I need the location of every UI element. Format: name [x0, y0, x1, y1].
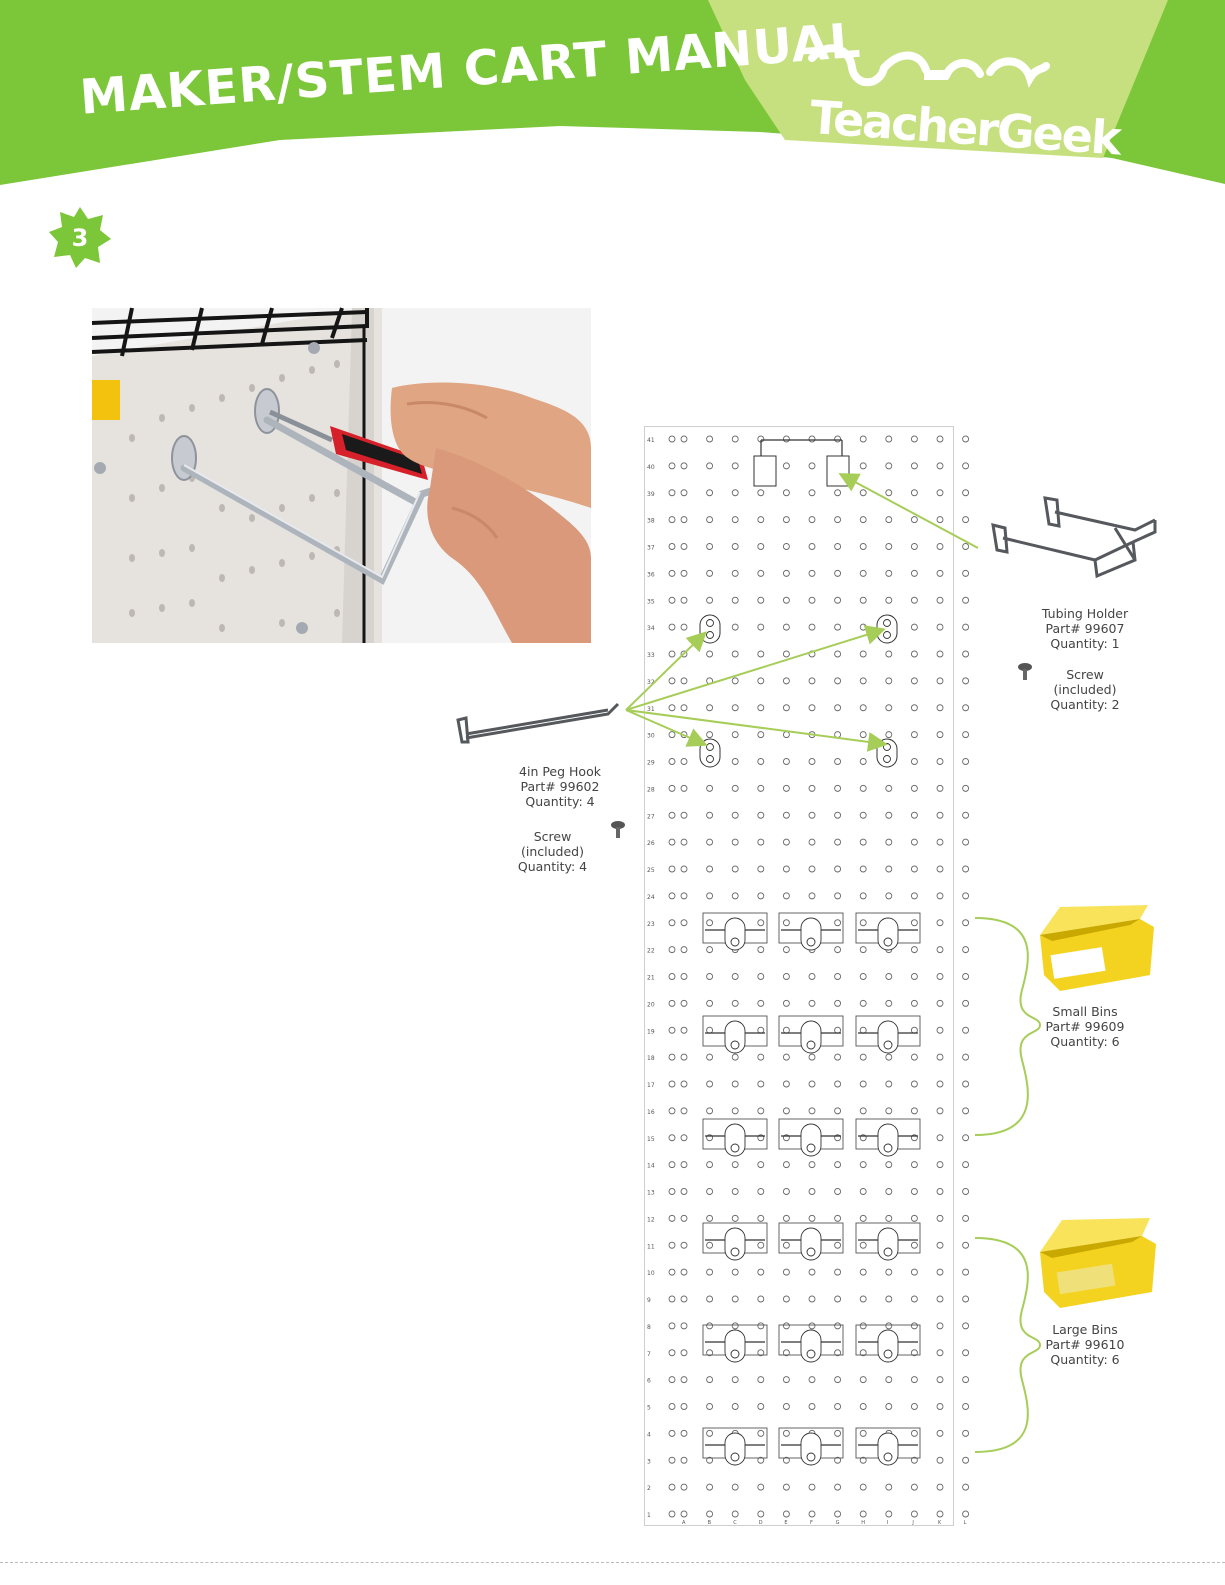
row-number-label: 8 — [647, 1323, 651, 1331]
peg-hole — [963, 1135, 969, 1141]
peg-hook-callout — [500, 764, 620, 809]
bin-clip — [878, 1433, 898, 1465]
row-number-label: 35 — [647, 598, 655, 606]
peg-screw-callout — [505, 829, 600, 874]
peg-hole — [963, 544, 969, 550]
row-number-label: 4 — [647, 1431, 651, 1439]
peg-hole — [963, 1269, 969, 1275]
peg-hole — [963, 705, 969, 711]
peg-hole — [963, 812, 969, 818]
column-letter-label: F — [810, 1520, 813, 1526]
peg-hole — [963, 1242, 969, 1248]
column-letter-label: J — [912, 1520, 914, 1526]
installation-photo — [92, 308, 591, 643]
tubing-holder-quantity: Quantity: 1 — [1050, 636, 1120, 651]
column-letter-label: E — [784, 1520, 788, 1526]
bin-clip — [801, 1330, 821, 1362]
peg-hole — [963, 1000, 969, 1006]
tubing-screw-name: Screw — [1066, 667, 1104, 682]
peg-hole — [963, 1296, 969, 1302]
peg-hole — [963, 1108, 969, 1114]
row-number-label: 1 — [647, 1512, 651, 1519]
row-number-label: 2 — [647, 1485, 651, 1493]
row-number-label: 11 — [647, 1243, 655, 1251]
curly-brace-icon — [975, 918, 1040, 1452]
peg-hook-icon — [448, 700, 628, 750]
row-number-label: 25 — [647, 867, 655, 874]
peg-hole — [963, 1484, 969, 1490]
bin-clip — [878, 918, 898, 950]
bin-clip — [725, 1021, 745, 1053]
bin-clip — [878, 1124, 898, 1156]
bin-clip — [801, 918, 821, 950]
peg-hole — [963, 1189, 969, 1195]
row-number-label: 38 — [647, 517, 655, 525]
row-number-label: 9 — [647, 1297, 651, 1304]
row-number-label: 13 — [647, 1189, 655, 1197]
tubing-holder-part: Part# 99607 — [1045, 621, 1125, 636]
tubing-holder-icon — [985, 490, 1160, 580]
logo-wordmark: TeacherGeek — [808, 90, 1122, 166]
peg-hole — [963, 1162, 969, 1168]
column-letter-label: C — [733, 1520, 737, 1526]
screwdriver-photo-icon — [92, 308, 591, 643]
row-number-label: 40 — [647, 463, 655, 471]
screw-icon — [1016, 662, 1034, 682]
row-number-label: 3 — [647, 1458, 651, 1466]
row-number-label: 23 — [647, 920, 655, 928]
peg-hole — [963, 1215, 969, 1221]
peg-hole — [963, 974, 969, 980]
row-number-label: 24 — [647, 893, 655, 901]
logo-bridge-icon — [924, 70, 948, 80]
bin-clip — [801, 1021, 821, 1053]
peg-screw-quantity: Quantity: 4 — [517, 859, 588, 874]
peg-screw-name: Screw — [533, 829, 572, 844]
peg-hole — [963, 490, 969, 496]
large-bin-icon — [1030, 1218, 1160, 1313]
peg-hole — [963, 759, 969, 765]
peg-hole — [963, 1323, 969, 1329]
column-letter-label: H — [861, 1520, 865, 1526]
bin-clip — [725, 1433, 745, 1465]
row-number-label: 37 — [647, 544, 655, 552]
screw-icon — [609, 820, 627, 840]
row-number-label: 19 — [647, 1028, 655, 1036]
large-bins-callout — [1035, 1322, 1135, 1367]
tubing-holder-callout — [1035, 606, 1135, 651]
tubing-holder-plate — [827, 456, 849, 486]
peg-hole — [963, 1457, 969, 1463]
peg-hole — [963, 839, 969, 845]
row-number-label: 5 — [647, 1404, 651, 1412]
peg-hole — [963, 1054, 969, 1060]
column-letter-label: I — [886, 1520, 889, 1526]
large-bins-quantity: Quantity: 6 — [1050, 1352, 1120, 1367]
row-number-label: 7 — [647, 1350, 651, 1358]
peg-screw-note: (included) — [521, 844, 584, 859]
row-number-label: 6 — [647, 1377, 651, 1385]
bin-clip — [725, 918, 745, 950]
column-letter-label: L — [963, 1520, 967, 1526]
row-number-label: 27 — [647, 813, 655, 821]
small-bins-quantity: Quantity: 6 — [1050, 1034, 1120, 1049]
tubing-screw-note: (included) — [1053, 682, 1117, 697]
bin-clip — [725, 1228, 745, 1260]
row-number-label: 10 — [647, 1270, 655, 1278]
large-bins-part: Part# 99610 — [1045, 1337, 1125, 1352]
peg-hole — [963, 920, 969, 926]
column-letter-label: K — [938, 1520, 942, 1526]
small-bins-name: Small Bins — [1052, 1004, 1118, 1019]
row-number-label: 41 — [647, 437, 655, 444]
row-number-label: 39 — [647, 490, 655, 498]
bin-clip — [801, 1124, 821, 1156]
row-number-label: 26 — [647, 840, 655, 848]
column-letter-label: D — [758, 1520, 763, 1526]
small-bins-callout — [1035, 1004, 1135, 1049]
peg-hole — [963, 436, 969, 442]
small-bins-part: Part# 99609 — [1045, 1019, 1125, 1034]
peg-hole — [963, 1377, 969, 1383]
row-number-label: 21 — [647, 974, 655, 982]
row-number-label: 31 — [647, 705, 655, 713]
pegboard-outline — [645, 427, 954, 1526]
peg-hole — [963, 597, 969, 603]
peg-hole — [963, 866, 969, 872]
bin-clip — [725, 1124, 745, 1156]
page-bottom-rule — [0, 1562, 1225, 1563]
bin-clip — [801, 1433, 821, 1465]
row-number-label: 18 — [647, 1055, 655, 1063]
peg-hole — [963, 1511, 969, 1517]
peg-hole — [963, 463, 969, 469]
peg-hook-part: Part# 99602 — [520, 779, 600, 794]
page-title: MAKER/STEM CART MANUAL — [78, 12, 863, 126]
peg-hole — [963, 1081, 969, 1087]
row-number-label: 33 — [647, 652, 655, 659]
pegboard-diagram-icon — [644, 426, 967, 1526]
row-number-label: 36 — [647, 571, 655, 579]
bin-clip — [801, 1228, 821, 1260]
peg-hole — [963, 678, 969, 684]
tubing-holder-plate — [754, 456, 776, 486]
bin-clip — [878, 1021, 898, 1053]
row-number-label: 34 — [647, 625, 655, 633]
peg-hole — [963, 732, 969, 738]
peg-hole — [963, 785, 969, 791]
bin-clip — [725, 1330, 745, 1362]
peg-hook-name: 4in Peg Hook — [519, 764, 601, 779]
peg-hole — [963, 1430, 969, 1436]
row-number-label: 30 — [647, 732, 655, 740]
bin-clip — [878, 1330, 898, 1362]
peg-hole — [963, 651, 969, 657]
row-number-label: 17 — [647, 1082, 655, 1089]
peg-hole — [963, 624, 969, 630]
row-number-label: 29 — [647, 759, 655, 767]
row-number-label: 14 — [647, 1162, 655, 1170]
small-bin-icon — [1030, 905, 1160, 995]
peg-hole — [963, 517, 969, 523]
bin-clip — [878, 1228, 898, 1260]
peg-hole — [963, 1404, 969, 1410]
row-number-label: 16 — [647, 1108, 655, 1116]
row-number-label: 12 — [647, 1216, 655, 1224]
row-number-label: 20 — [647, 1001, 655, 1009]
step-number: 3 — [71, 224, 89, 252]
peg-hole — [963, 570, 969, 576]
row-number-label: 32 — [647, 678, 655, 686]
peg-hole — [963, 1350, 969, 1356]
row-number-label: 22 — [647, 947, 655, 955]
peg-hole — [963, 893, 969, 899]
column-letter-label: G — [835, 1520, 840, 1526]
peg-hook-quantity: Quantity: 4 — [525, 794, 595, 809]
peg-hole — [963, 1027, 969, 1033]
tubing-screw-quantity: Quantity: 2 — [1050, 697, 1120, 712]
large-bins-name: Large Bins — [1052, 1322, 1118, 1337]
peg-hole — [963, 947, 969, 953]
column-letter-label: A — [682, 1520, 686, 1526]
tubing-holder-name: Tubing Holder — [1041, 606, 1129, 621]
column-letter-label: B — [707, 1520, 712, 1526]
tubing-screw-callout — [1035, 667, 1135, 712]
row-number-label: 15 — [647, 1135, 655, 1143]
row-number-label: 28 — [647, 786, 655, 794]
